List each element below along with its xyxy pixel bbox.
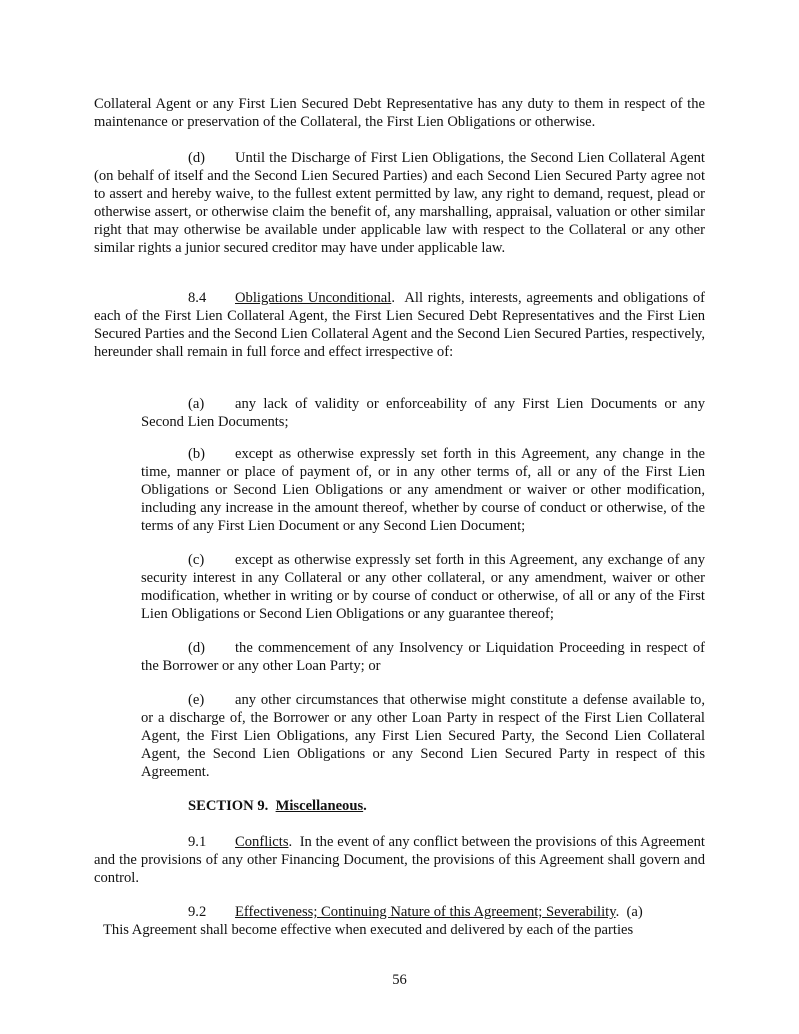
section-9-1-text: In the event of any conflict between the provisions of this Agreement and the provisions of any other Financing Document, the provisions of this Agreement shall govern and control. [94,834,705,887]
list-item-e-text: any other circumstances that otherwise might constitute a defense available to, or a discharge of, the Borrower or any other Loan Party in respect of the First Lien Collateral Agent, the First Lien Obligations, any First Lien Secured Party, the Second Lien Collateral Agent, the Second Lien Obligations or any Second Lien Secured Party in respect of this Agreement. [141,692,705,781]
list-item-e [141,691,705,781]
section-8-4: 8.4 Obligations Unconditional. All rights, interests, agreements and obligations of each of the First Lien Collateral Agent, the First Lien Secured Debt Representatives and the First Lien Secured Parties and the Second Lien Collateral Agent and the Second Lien Secured Parties, respectively, hereunder shall remain in full force and effect irrespective of: [94,290,706,361]
section-9-2-text [103,921,705,939]
list-item-c [141,551,705,623]
section-9-2-marker: (a) [626,904,643,920]
list-item-c-marker: (c) [188,552,205,568]
page-number: 56 [392,972,407,988]
list-item-b-text: except as otherwise expressly set forth in this Agreement, any change in the time, manner or place of payment of, or in any other terms of, all or any of the First Lien Obligations or Second Lien Obligations or any amendment or waiver or other modification, including any increase in the amount thereof, whether by course of conduct or otherwise, of the terms of any First Lien Document or any Second Lien Document; [141,446,705,535]
list-item-d-marker: (d) [188,640,206,656]
list-item-a-marker: (a) [188,396,205,412]
paragraph-intro [94,95,705,131]
paragraph-d-text: Until the Discharge of First Lien Obligations, the Second Lien Collateral Agent (on behalf of itself and the Second Lien Secured Parties) and each Second Lien Secured Party agree not to assert and hereby waive, to the fullest extent permitted by law, any right to demand, request, plead or otherwise assert, or otherwise claim the benefit of, any marshalling, appraisal, valuation or other similar right that may otherwise be available under applicable law with respect to the Collateral or any other similar rights a junior secured creditor may have under applicable law. [94,150,705,257]
list-item-b [141,445,705,535]
paragraph-d [94,149,705,258]
section-9-2-title: Effectiveness; Continuing Nature of this Agreement; Severability [235,904,616,920]
section-9-2-text-content: This Agreement shall become effective when executed and delivered by each of the parties [103,922,634,938]
section-9-title: Miscellaneous [275,798,364,814]
list-item-a-text: any lack of validity or enforceability of any First Lien Documents or any Second Lien Documents; [141,396,705,431]
list-item-e-marker: (e) [188,692,205,708]
section-9-label: SECTION 9. [188,798,269,814]
list-item-d [141,639,705,675]
section-8-4-title: Obligations Unconditional [235,290,392,306]
paragraph-intro-text: Collateral Agent or any First Lien Secured Debt Representative has any duty to them in respect of the maintenance or preservation of the Collateral, the First Lien Obligations or otherwise. [94,96,705,131]
section-9-period: . [363,798,367,814]
list-item-b-marker: (b) [188,446,206,462]
section-8-4-number: 8.4 [188,290,207,306]
section-9-1-number: 9.1 [188,834,207,850]
section-9-2-heading: 9.2 Effectiveness; Continuing Nature of this Agreement; Severability. (a) [188,904,643,920]
list-item-a [141,395,705,431]
section-9-2-number: 9.2 [188,904,207,920]
section-9-1: 9.1 Conflicts. In the event of any conflict between the provisions of this Agreement and the provisions of any other Financing Document, the provisions of this Agreement shall govern and control. [94,834,705,887]
list-item-d-text: the commencement of any Insolvency or Liquidation Proceeding in respect of the Borrower or any other Loan Party; or [141,640,705,675]
list-item-c-text: except as otherwise expressly set forth in this Agreement, any exchange of any security interest in any Collateral or any other collateral, or any amendment, waiver or other modification, whether in writing or by course of conduct or otherwise, of all or any of the First Lien Obligations or Second Lien Obligations or any guarantee thereof; [141,552,705,623]
section-9-heading [94,797,705,815]
paragraph-d-marker: (d) [188,150,206,166]
section-9-1-title: Conflicts [235,834,289,850]
section-8-4-text: All rights, interests, agreements and obligations of each of the First Lien Collateral Agent, the First Lien Secured Debt Representatives and the First Lien Secured Parties and the Second Lien Collateral Agent and the Second Lien Secured Parties, respectively, hereunder shall remain in full force and effect irrespective of: [94,290,706,361]
